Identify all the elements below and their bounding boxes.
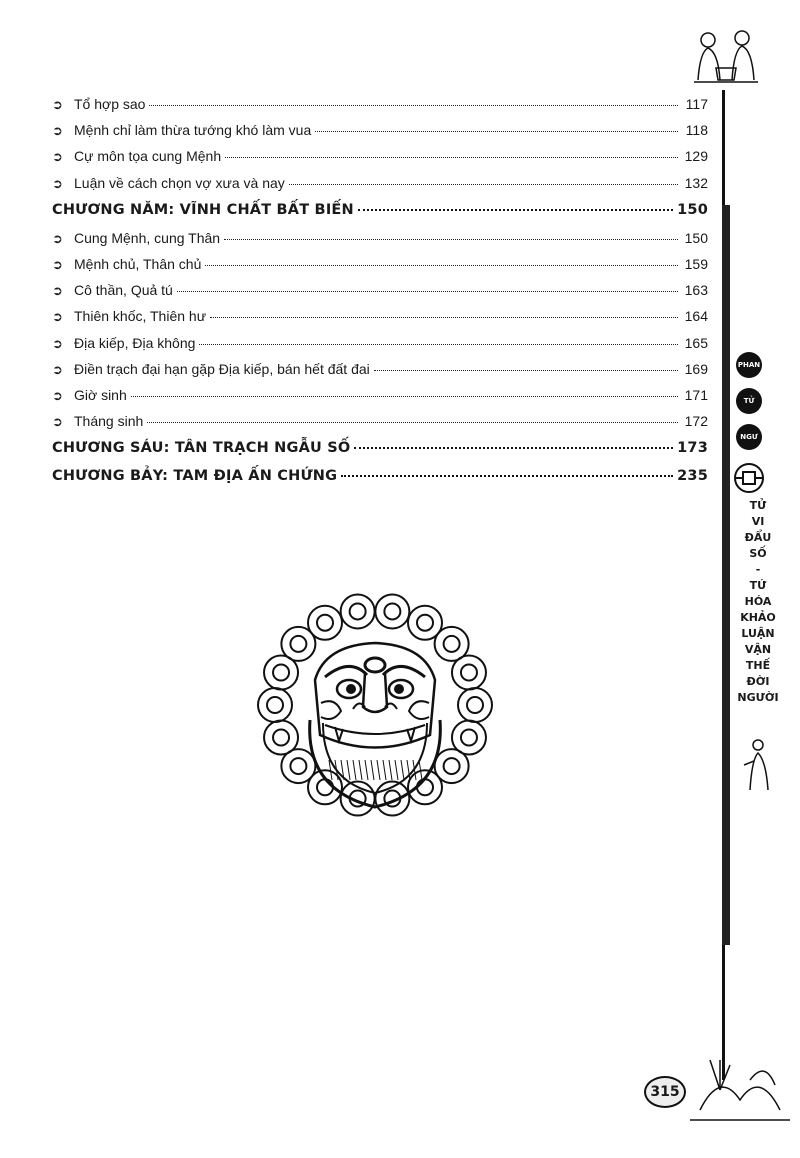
- table-of-contents: [52, 96, 708, 496]
- entry-page: 171: [684, 386, 708, 403]
- bullet-arrow-icon: ➲: [52, 123, 63, 139]
- bullet-arrow-icon: ➲: [52, 361, 63, 377]
- entry-page: 150: [684, 229, 708, 246]
- landscape-vignette-icon: [690, 1030, 790, 1130]
- vertical-title-word: TỨ: [749, 579, 767, 592]
- bullet-arrow-icon: ➲: [52, 283, 63, 299]
- entry-page: 129: [684, 148, 708, 165]
- vertical-title-word: TỬ: [749, 499, 767, 512]
- entry-page: 165: [684, 334, 708, 351]
- entry-page: 159: [684, 255, 708, 272]
- page-number: 315: [644, 1076, 686, 1108]
- toc-entry[interactable]: [52, 308, 708, 334]
- vertical-title-word: VI: [751, 515, 765, 528]
- chapter-heading[interactable]: [52, 202, 708, 229]
- bullet-arrow-icon: ➲: [52, 230, 63, 246]
- chapter-heading[interactable]: [52, 440, 708, 467]
- vertical-title-word: HÓA: [744, 595, 772, 608]
- bullet-arrow-icon: ➲: [52, 414, 63, 430]
- toc-entry[interactable]: [52, 387, 708, 413]
- vertical-title-word: VẬN: [744, 643, 772, 656]
- entry-title: Tháng sinh: [74, 413, 144, 430]
- entry-title: Địa kiếp, Địa không: [74, 334, 196, 351]
- vertical-title-word: ĐẨU: [744, 531, 772, 544]
- dot-leader: [289, 184, 678, 185]
- entry-title: Luận về cách chọn vợ xưa và nay: [74, 174, 285, 191]
- chapter-page: 173: [677, 440, 708, 457]
- bullet-arrow-icon: ➲: [52, 387, 63, 403]
- dot-leader: [374, 370, 678, 371]
- bullet-arrow-icon: ➲: [52, 97, 63, 112]
- vertical-book-title: [728, 498, 788, 706]
- bullet-arrow-icon: ➲: [52, 335, 63, 351]
- toc-entry[interactable]: [52, 175, 708, 201]
- entry-title: Mệnh chỉ làm thừa tướng khó làm vua: [74, 122, 312, 139]
- figure-vignette-icon: [738, 735, 774, 795]
- entry-title: Thiên khốc, Thiên hư: [74, 308, 207, 325]
- vertical-title-word: NGƯỜI: [737, 691, 779, 704]
- vertical-title-word: THẾ: [745, 659, 771, 672]
- entry-page: 172: [684, 413, 708, 430]
- toc-entry[interactable]: [52, 230, 708, 256]
- vertical-title-word: KHẢO: [740, 611, 776, 624]
- dot-leader: [205, 265, 678, 266]
- badge-ngu: NGƯ: [736, 424, 762, 450]
- toc-entry[interactable]: [52, 256, 708, 282]
- vertical-title-word: LUẬN: [741, 627, 775, 640]
- vertical-title-word: -: [755, 563, 761, 576]
- badge-phan: PHAN: [736, 352, 762, 378]
- dot-leader: [341, 475, 673, 477]
- chapter-page: 235: [677, 468, 708, 485]
- toc-entry[interactable]: [52, 335, 708, 361]
- toc-entry[interactable]: [52, 148, 708, 174]
- vertical-title-word: ĐỜI: [746, 675, 770, 688]
- entry-page: 164: [684, 308, 708, 325]
- dot-leader: [210, 317, 678, 318]
- chapter-heading[interactable]: [52, 468, 708, 495]
- chapter-title: CHƯƠNG BẢY: TAM ĐỊA ẤN CHỨNG: [52, 468, 338, 485]
- bullet-arrow-icon: ➲: [52, 309, 63, 325]
- entry-page: 117: [685, 96, 708, 112]
- chapter-page: 150: [677, 201, 708, 218]
- toc-entry[interactable]: [52, 413, 708, 439]
- lion-knocker-illustration: [255, 585, 495, 845]
- dot-leader: [354, 447, 673, 449]
- entry-title: Mệnh chủ, Thân chủ: [74, 255, 202, 272]
- dot-leader: [358, 209, 673, 211]
- entry-title: Giờ sinh: [74, 386, 127, 403]
- entry-page: 169: [684, 360, 708, 377]
- chapter-title: CHƯƠNG NĂM: VĨNH CHẤT BẤT BIẾN: [52, 201, 354, 218]
- entry-title: Cung Mệnh, cung Thân: [74, 229, 221, 246]
- entry-page: 132: [684, 174, 708, 191]
- chapter-title: CHƯƠNG SÁU: TÂN TRẠCH NGẪU SỐ: [52, 440, 351, 457]
- vertical-title-word: SỐ: [749, 547, 767, 560]
- bullet-arrow-icon: ➲: [52, 256, 63, 272]
- dot-leader: [177, 291, 678, 292]
- dot-leader: [315, 131, 678, 132]
- dot-leader: [149, 105, 678, 106]
- scholars-vignette-icon: [686, 20, 766, 90]
- entry-title: Cự môn tọa cung Mệnh: [74, 148, 222, 165]
- bullet-arrow-icon: ➲: [52, 175, 63, 191]
- bullet-arrow-icon: ➲: [52, 149, 63, 165]
- dot-leader: [224, 239, 678, 240]
- toc-entry[interactable]: [52, 122, 708, 148]
- entry-title: Cô thần, Quả tú: [74, 282, 173, 299]
- entry-title: Tổ hợp sao: [74, 96, 146, 112]
- longevity-emblem-icon: [733, 462, 765, 494]
- badge-tu: TỬ: [736, 388, 762, 414]
- dot-leader: [147, 422, 678, 423]
- entry-page: 118: [685, 122, 708, 139]
- toc-entry[interactable]: [52, 282, 708, 308]
- dot-leader: [199, 344, 678, 345]
- toc-entry[interactable]: [52, 96, 708, 122]
- toc-entry[interactable]: [52, 361, 708, 387]
- dot-leader: [131, 396, 678, 397]
- entry-page: 163: [684, 282, 708, 299]
- entry-title: Điền trạch đại hạn gặp Địa kiếp, bán hết đất đai: [74, 360, 370, 377]
- dot-leader: [225, 157, 678, 158]
